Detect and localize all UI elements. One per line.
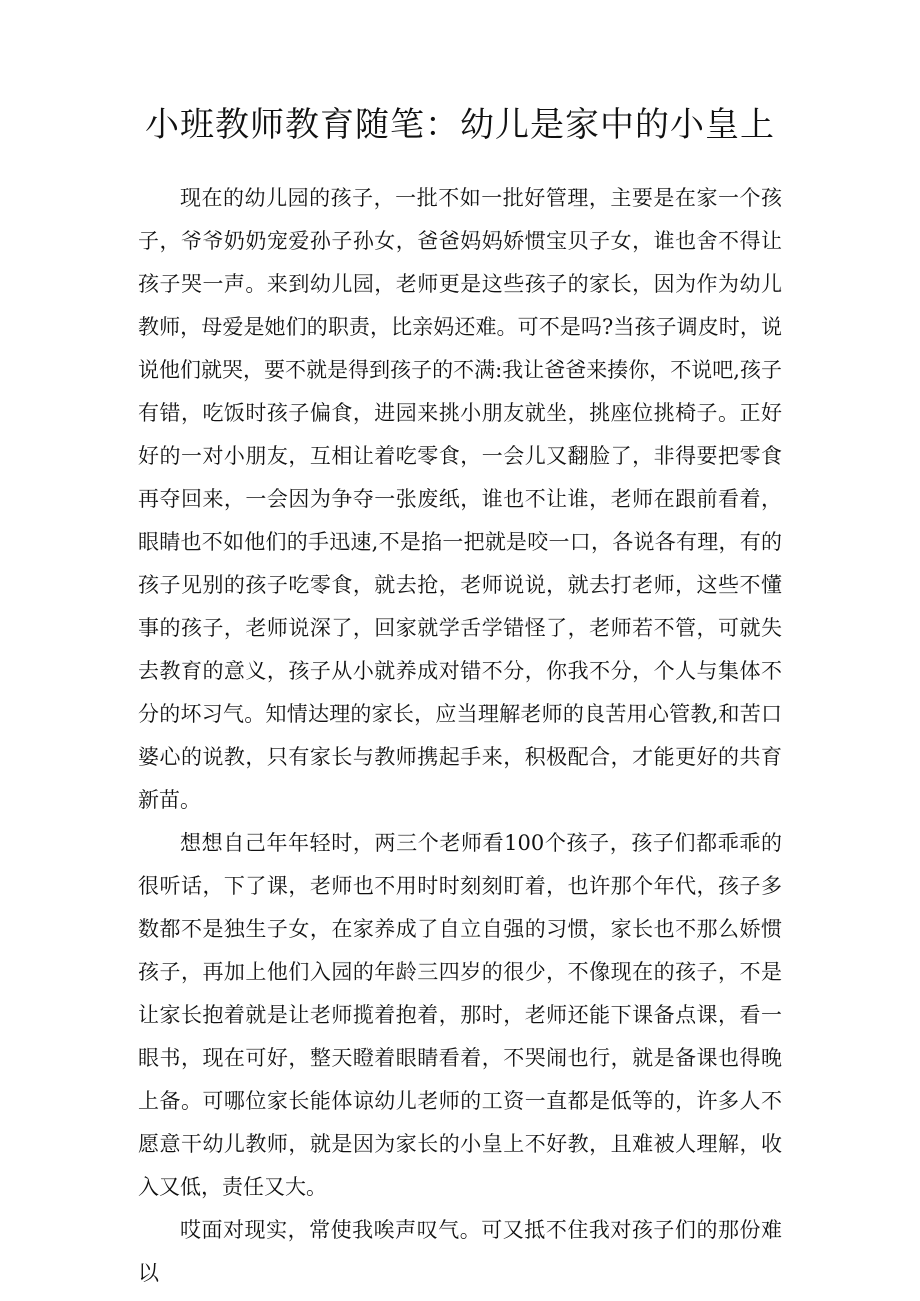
paragraph-1: 现在的幼儿园的孩子，一批不如一批好管理，主要是在家一个孩子，爷爷奶奶宠爱孙子孙女，爸爸妈妈娇惯宝贝子女，谁也舍不得让孩子哭一声。来到幼儿园，老师更是这些孩子的家长，因为作为幼儿教师，母爱是她们的职责，比亲妈还难。可不是吗?当孩子调皮时，说说他们就哭，要不就是得到孩子的不满:我让爸爸来揍你，不说吧,孩子有错，吃饭时孩子偏食，进园来挑小朋友就坐，挑座位挑椅子。正好好的一对小朋友，互相让着吃零食，一会儿又翻脸了，非得要把零食再夺回来，一会因为争夺一张废纸，谁也不让谁，老师在跟前看着，眼睛也不如他们的手迅速,不是掐一把就是咬一口，各说各有理，有的孩子见别的孩子吃零食，就去抢，老师说说，就去打老师，这些不懂事的孩子，老师说深了，回家就学舌学错怪了，老师若不管，可就失去教育的意义，孩子从小就养成对错不分，你我不分，个人与集体不分的坏习气。知情达理的家长，应当理解老师的良苦用心管教,和苦口婆心的说教，只有家长与教师携起手来，积极配合，才能更好的共育新苗。 xyxy=(138,186,782,812)
document-body xyxy=(138,177,782,1295)
paragraph-3: 哎面对现实，常使我唉声叹气。可又抵不住我对孩子们的那份难以 xyxy=(138,1218,782,1285)
document-title: 小班教师教育随笔：幼儿是家中的小皇上 xyxy=(145,105,775,145)
paragraph-2: 想想自己年年轻时，两三个老师看100个孩子，孩子们都乖乖的很听话，下了课，老师也不用时时刻刻盯着，也许那个年代，孩子多数都不是独生子女，在家养成了自立自强的习惯，家长也不那么娇惯孩子，再加上他们入园的年龄三四岁的很少，不像现在的孩子，不是让家长抱着就是让老师揽着抱着，那时，老师还能下课备点课，看一眼书，现在可好，整天瞪着眼睛看着，不哭闹也行，就是备课也得晚上备。可哪位家长能体谅幼儿老师的工资一直都是低等的，许多人不愿意干幼儿教师，就是因为家长的小皇上不好教，且难被人理解，收入又低，责任又大。 xyxy=(138,831,782,1199)
